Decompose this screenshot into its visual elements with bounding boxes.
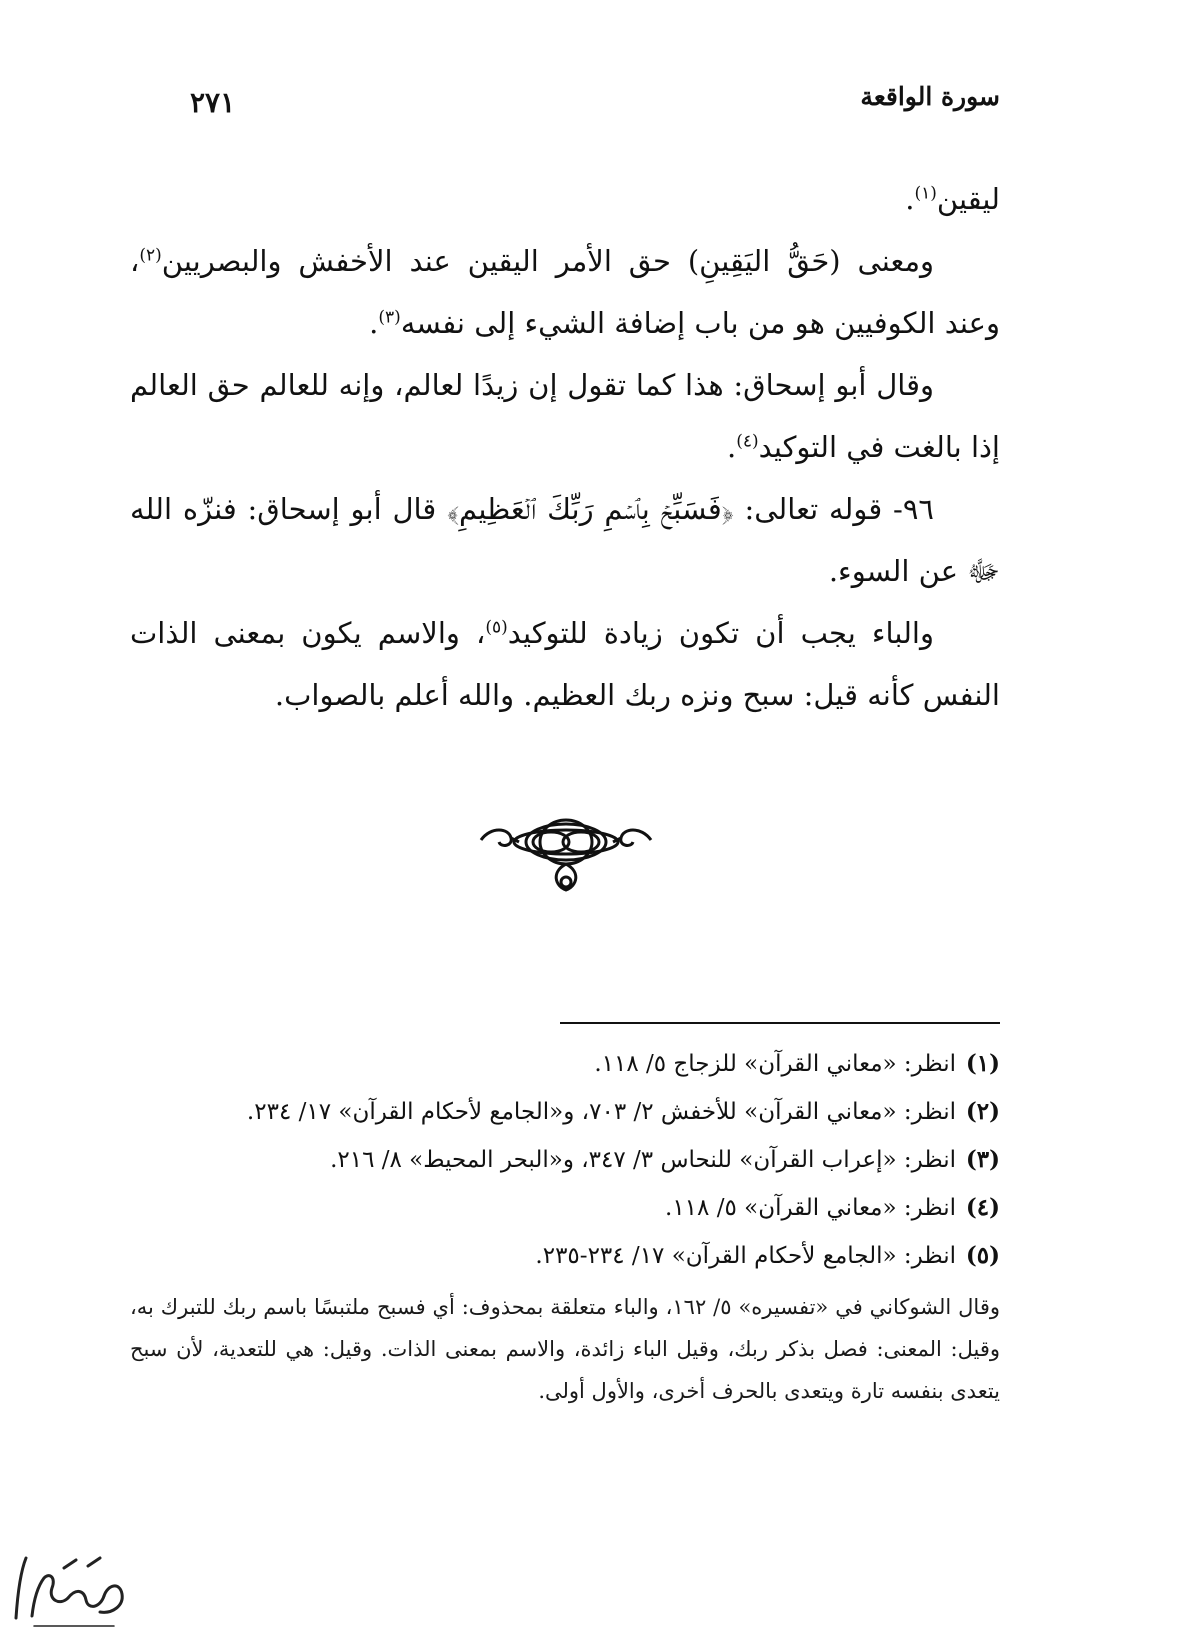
- quran-verse: ﴿فَسَبِّحۡ بِٱسۡمِ رَبِّكَ ٱلۡعَظِيمِ﴾: [447, 492, 734, 526]
- paragraph-5: والباء يجب أن تكون زيادة للتوكيد$^{(٥)}$، والاسم يكون بمعنى الذات النفس كأنه قيل: سبح ونزه ربك العظيم. والله أعلم بالصواب.: [130, 616, 1000, 712]
- footnote-1: (١) انظر: «معاني القرآن» للزجاج ٥/ ١١٨.: [594, 1050, 1000, 1077]
- footnote-2: (٢) انظر: «معاني القرآن» للأخفش ٢/ ٧٠٣، و«الجامع لأحكام القرآن» ١٧/ ٢٣٤.: [246, 1098, 1000, 1125]
- footnote-ref-4[interactable]: (٤): [736, 431, 759, 452]
- footnote-3: (٣) انظر: «إعراب القرآن» للنحاس ٣/ ٣٤٧، و«البحر المحيط» ٨/ ٢١٦.: [330, 1146, 1000, 1173]
- paragraph-2: ومعنى (حَقُّ اليَقِينِ) حق الأمر اليقين عند الأخفش والبصريين$^{(٢)}$، وعند الكوفيين هو من باب إضافة الشيء إلى نفسه$^{(٣)}$.: [130, 244, 1000, 340]
- footnote-5-note: وقال الشوكاني في «تفسيره» ٥/ ١٦٢، والباء متعلقة بمحذوف: أي فسبح ملتبسًا باسم ربك للتبرك به، وقيل: المعنى: فصل بذكر ربك، وقيل الباء زائدة، والاسم بمعنى الذات. وقيل: هي للتعدية، لأن سبح يتعدى بنفسه تارة ويتعدى بالحرف أخرى، والأول أولى.: [130, 1295, 1001, 1403]
- footnote-ref-3[interactable]: (٣): [378, 307, 401, 328]
- calligraphy-stamp-icon: [4, 1548, 134, 1634]
- footnote-ref-2[interactable]: (٢): [139, 245, 162, 266]
- main-text: [130, 168, 1000, 726]
- paragraph-1: ليقين$^{(١)}$.: [905, 182, 1000, 216]
- paragraph-4: ٩٦- قوله تعالى: ﴿فَسَبِّحۡ بِٱسۡمِ رَبِّكَ ٱلۡعَظِيمِ﴾ قال أبو إسحاق: فنزّه الله ﷻ عن السوء.: [130, 492, 1000, 588]
- surah-title: سورة الواقعة: [860, 82, 1000, 111]
- paragraph-3: وقال أبو إسحاق: هذا كما تقول إن زيدًا لعالم، وإنه للعالم حق العالم إذا بالغت في التوكيد$^{(٤)}$.: [130, 368, 1000, 464]
- footnote-4: (٤) انظر: «معاني القرآن» ٥/ ١١٨.: [665, 1194, 1000, 1221]
- footnote-ref-5[interactable]: (٥): [485, 617, 508, 638]
- page-number: ٢٧١: [190, 86, 236, 119]
- footnote-ref-1[interactable]: (١): [914, 183, 937, 204]
- footnotes: [130, 1040, 1000, 1412]
- footnote-separator: [560, 1022, 1000, 1024]
- ornament-divider-icon: [471, 812, 661, 898]
- footnote-5: (٥) انظر: «الجامع لأحكام القرآن» ١٧/ ٢٣٤-٢٣٥.: [535, 1242, 1000, 1269]
